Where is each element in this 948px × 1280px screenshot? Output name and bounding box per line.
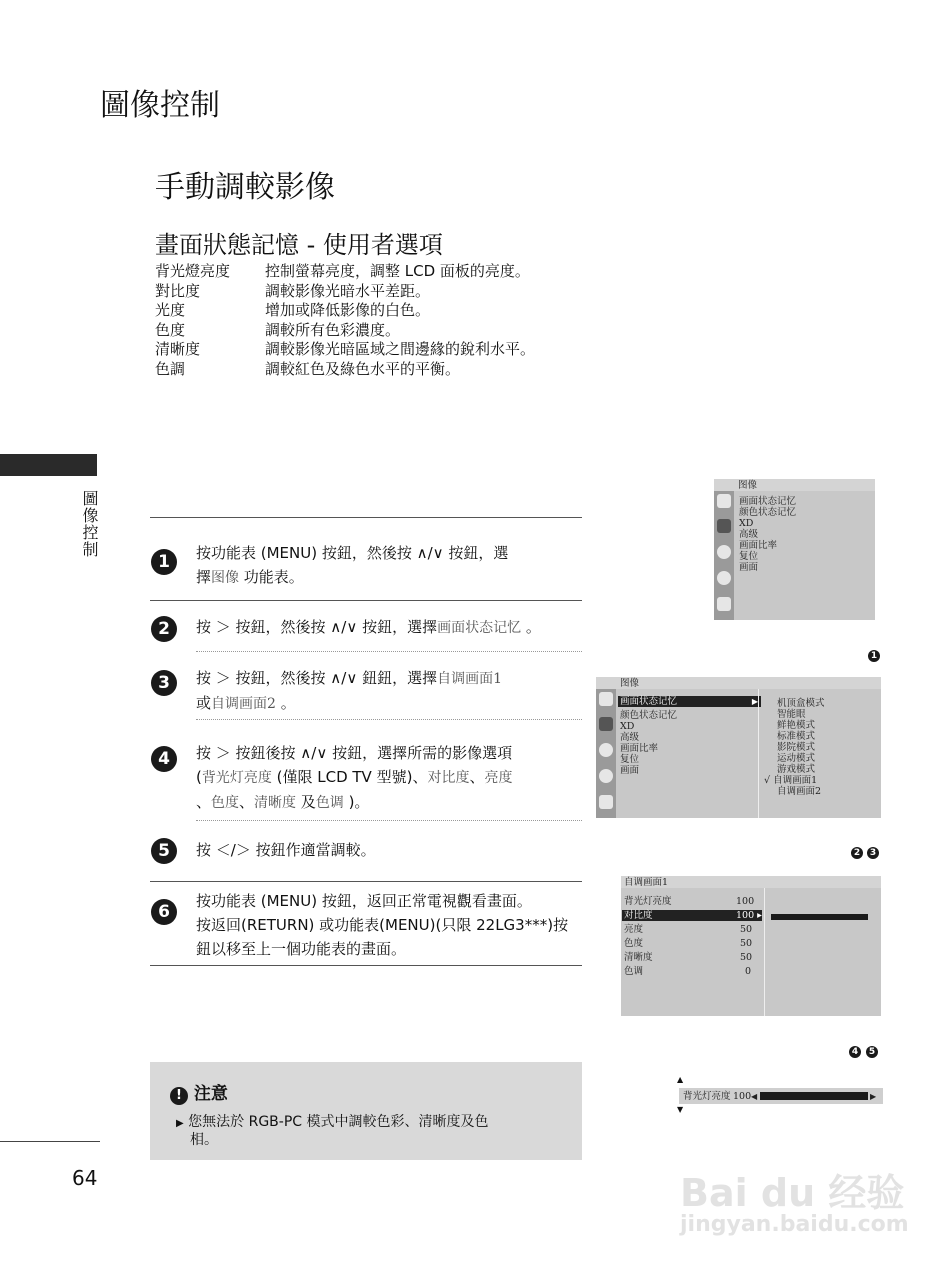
menu-divider: [764, 888, 765, 1016]
menu-item: 颜色状态记忆: [739, 507, 797, 518]
page-heading: 手動調較影像: [155, 170, 335, 205]
audio-icon: [599, 743, 613, 757]
slider-label: 背光灯亮度: [683, 1091, 731, 1102]
definition-term: 背光燈亮度: [155, 262, 231, 280]
menu-item: 颜色状态记忆: [620, 710, 678, 721]
setting-label: 色调: [624, 966, 644, 977]
picture-icon: [599, 717, 613, 731]
setting-value: 100 ▸: [736, 910, 762, 921]
menu-term: 自调画面2: [211, 696, 276, 712]
warning-icon: !: [170, 1087, 188, 1105]
menu-icon-column: [714, 491, 734, 620]
menu-screenshot-3: [621, 876, 881, 1016]
setup-icon: [717, 494, 731, 508]
dotted-divider: [196, 719, 582, 720]
definition-row: [155, 262, 535, 282]
setting-label: 背光灯亮度: [624, 896, 672, 907]
submenu-item: 标准模式: [777, 731, 816, 742]
arrow-right-icon: ▶: [870, 1092, 877, 1101]
time-icon: [599, 769, 613, 783]
menu-screenshot-1: [714, 479, 875, 620]
page-rule: [0, 1141, 100, 1142]
submenu-item: 机顶盒模式: [777, 698, 825, 709]
definition-term: 清晰度: [155, 340, 201, 358]
menu-divider: [758, 689, 759, 818]
option-icon: [717, 597, 731, 611]
definition-row: [155, 282, 535, 302]
menu-header: 自调画面1: [624, 877, 669, 888]
setting-row-selected: [622, 910, 762, 921]
step-2-text: [196, 615, 541, 640]
step-3-text: [196, 666, 502, 716]
definition-row: [155, 301, 535, 321]
setup-icon: [599, 692, 613, 706]
divider: [150, 600, 582, 601]
submenu-item-label: 自调画面1: [773, 775, 818, 786]
setting-label: 清晰度: [624, 952, 653, 963]
watermark-logo: Bai du 经验: [680, 1171, 905, 1215]
arrow-left-icon: ◀: [751, 1092, 758, 1101]
definition-term: 光度: [155, 301, 186, 319]
step-fragment: 及: [296, 793, 316, 811]
definition-desc: 增加或降低影像的白色。: [265, 301, 431, 319]
note-title: 注意: [193, 1084, 228, 1104]
setting-value: 50: [740, 952, 753, 963]
definition-term: 色調: [155, 359, 186, 378]
menu-item-label: 画面状态记忆: [620, 696, 678, 707]
step-fragment: 、: [239, 793, 255, 811]
level-bar: [771, 914, 868, 920]
menu-term: 对比度: [427, 770, 470, 786]
step-line: 按 ＞ 按鈕後按 ∧/∨ 按鈕，選擇所需的影像選項: [196, 744, 513, 762]
setting-value: 50: [740, 938, 753, 949]
definition-term: 對比度: [155, 281, 201, 300]
menu-term: 背光灯亮度: [201, 770, 272, 786]
menu-header: 图像: [738, 480, 758, 491]
note-box: [150, 1062, 582, 1160]
divider: [150, 517, 582, 518]
menu-item: 复位: [739, 551, 759, 562]
submenu-item: 鲜艳模式: [777, 720, 816, 731]
step-fragment: )。: [343, 793, 370, 811]
menu-item-selected: [618, 696, 761, 707]
menu-header: 图像: [620, 678, 640, 689]
submenu-item: 运动模式: [777, 753, 816, 764]
callout-badge: 4: [849, 1046, 861, 1058]
step-number: 4: [151, 746, 177, 772]
step-fragment: 按 ＞ 按鈕，然後按 ∧/∨ 鈕鈕，選擇: [196, 669, 438, 687]
step-fragment: 擇: [196, 568, 212, 586]
step-fragment: (: [196, 768, 202, 786]
setting-label: 色度: [624, 938, 644, 949]
menu-term: 自调画面1: [437, 671, 503, 687]
step-fragment: (僅限 LCD TV 型號)、: [271, 768, 428, 786]
submenu-item: 自调画面2: [777, 786, 822, 797]
setting-label: 亮度: [624, 924, 644, 935]
menu-term: 画面状态记忆: [437, 620, 522, 636]
side-tab-label: 圖像控制: [80, 490, 99, 558]
submenu-item: 智能眼: [777, 709, 806, 720]
step-number: 3: [151, 670, 177, 696]
definition-desc: 調較所有色彩濃度。: [265, 320, 401, 339]
step-fragment: 或: [196, 694, 212, 712]
definition-row: [155, 321, 535, 341]
menu-icon-column: [596, 689, 616, 818]
down-arrow-icon: ▼: [677, 1105, 684, 1114]
arrow-right-icon: ▶: [751, 697, 758, 706]
step-fragment: 。: [521, 618, 541, 636]
definition-desc: 調較影像光暗水平差距。: [265, 281, 431, 300]
setting-value: 0: [745, 966, 752, 977]
subheading: 畫面狀態記憶 - 使用者選項: [155, 231, 443, 259]
setting-value: 50: [740, 924, 753, 935]
step-line: [196, 765, 512, 790]
menu-item: 画面比率: [739, 540, 778, 551]
step-line: 鈕以移至上一個功能表的畫面。: [196, 940, 407, 958]
definition-desc: 控制螢幕亮度，調整 LCD 面板的亮度。: [265, 262, 530, 280]
up-arrow-icon: ▲: [677, 1075, 684, 1084]
divider: [150, 965, 582, 966]
bullet-arrow-icon: ▶: [176, 1118, 184, 1129]
step-number: 1: [151, 549, 177, 575]
setting-value: 100: [736, 896, 755, 907]
step-line: [196, 666, 502, 691]
divider: [150, 881, 582, 882]
callout-badge: 1: [868, 650, 880, 662]
step-fragment: 、: [469, 768, 485, 786]
note-header: [170, 1079, 228, 1105]
audio-icon: [717, 545, 731, 559]
definition-list: [155, 262, 535, 379]
section-title: 圖像控制: [100, 88, 220, 123]
step-line: 按功能表 (MENU) 按鈕，返回正常電視觀看畫面。: [196, 892, 532, 910]
menu-term: 图像: [211, 570, 240, 586]
definition-desc: 調較紅色及綠色水平的平衡。: [265, 359, 461, 378]
slider-value: 100: [733, 1091, 752, 1102]
page-number: 64: [72, 1166, 98, 1190]
menu-screenshot-2: [596, 677, 881, 818]
menu-item: 画面: [739, 562, 759, 573]
side-tab-bar: [0, 454, 97, 476]
step-line: [196, 691, 502, 716]
step-fragment: 、: [196, 793, 212, 811]
note-line: 相。: [190, 1132, 218, 1148]
slider-bar: [679, 1088, 883, 1104]
step-number: 2: [151, 616, 177, 642]
note-text: [176, 1114, 489, 1148]
callout-badge: 5: [866, 1046, 878, 1058]
menu-item: XD: [620, 721, 635, 732]
submenu-item: 游戏模式: [777, 764, 816, 775]
slider-fill: [760, 1092, 868, 1100]
step-number: 5: [151, 838, 177, 864]
checkmark-icon: √: [764, 775, 771, 786]
menu-item: 高级: [739, 529, 759, 540]
menu-item: XD: [739, 518, 754, 529]
step-line: 按返回(RETURN) 或功能表(MENU)(只限 22LG3***)按: [196, 916, 569, 934]
menu-term: 色调: [315, 795, 344, 811]
definition-row: [155, 340, 535, 360]
step-line: 按功能表 (MENU) 按鈕，然後按 ∧/∨ 按鈕，選: [196, 544, 509, 562]
step-4-text: [196, 741, 512, 815]
menu-term: 色度: [211, 795, 240, 811]
definition-term: 色度: [155, 320, 186, 339]
menu-term: 清晰度: [254, 795, 297, 811]
step-number: 6: [151, 899, 177, 925]
menu-item: 高级: [620, 732, 640, 743]
menu-term: 亮度: [484, 770, 513, 786]
step-fragment: 功能表。: [239, 568, 304, 586]
step-fragment: 按 ＞ 按鈕，然後按 ∧/∨ 按鈕，選擇: [196, 618, 438, 636]
watermark-url: jingyan.baidu.com: [680, 1212, 909, 1237]
step-fragment: 。: [275, 694, 296, 712]
menu-item: 画面状态记忆: [739, 496, 797, 507]
step-6-text: [196, 889, 568, 961]
picture-icon: [717, 519, 731, 533]
step-line: [196, 790, 512, 815]
time-icon: [717, 571, 731, 585]
step-line: [196, 565, 508, 590]
definition-row: [155, 360, 535, 380]
definition-desc: 調較影像光暗區域之間邊緣的銳利水平。: [265, 340, 536, 358]
step-1-text: [196, 541, 508, 590]
menu-item: 复位: [620, 754, 640, 765]
menu-item: 画面: [620, 765, 640, 776]
submenu-item: [764, 775, 817, 786]
option-icon: [599, 795, 613, 809]
dotted-divider: [196, 820, 582, 821]
step-5-text: 按 ＜/＞ 按鈕作適當調較。: [196, 841, 376, 859]
setting-label: 对比度: [624, 910, 653, 921]
note-line: 您無法於 RGB-PC 模式中調較色彩、清晰度及色: [188, 1114, 489, 1130]
callout-badge: 3: [867, 847, 879, 859]
submenu-item: 影院模式: [777, 742, 816, 753]
callout-badge: 2: [851, 847, 863, 859]
menu-item: 画面比率: [620, 743, 659, 754]
dotted-divider: [196, 651, 582, 652]
